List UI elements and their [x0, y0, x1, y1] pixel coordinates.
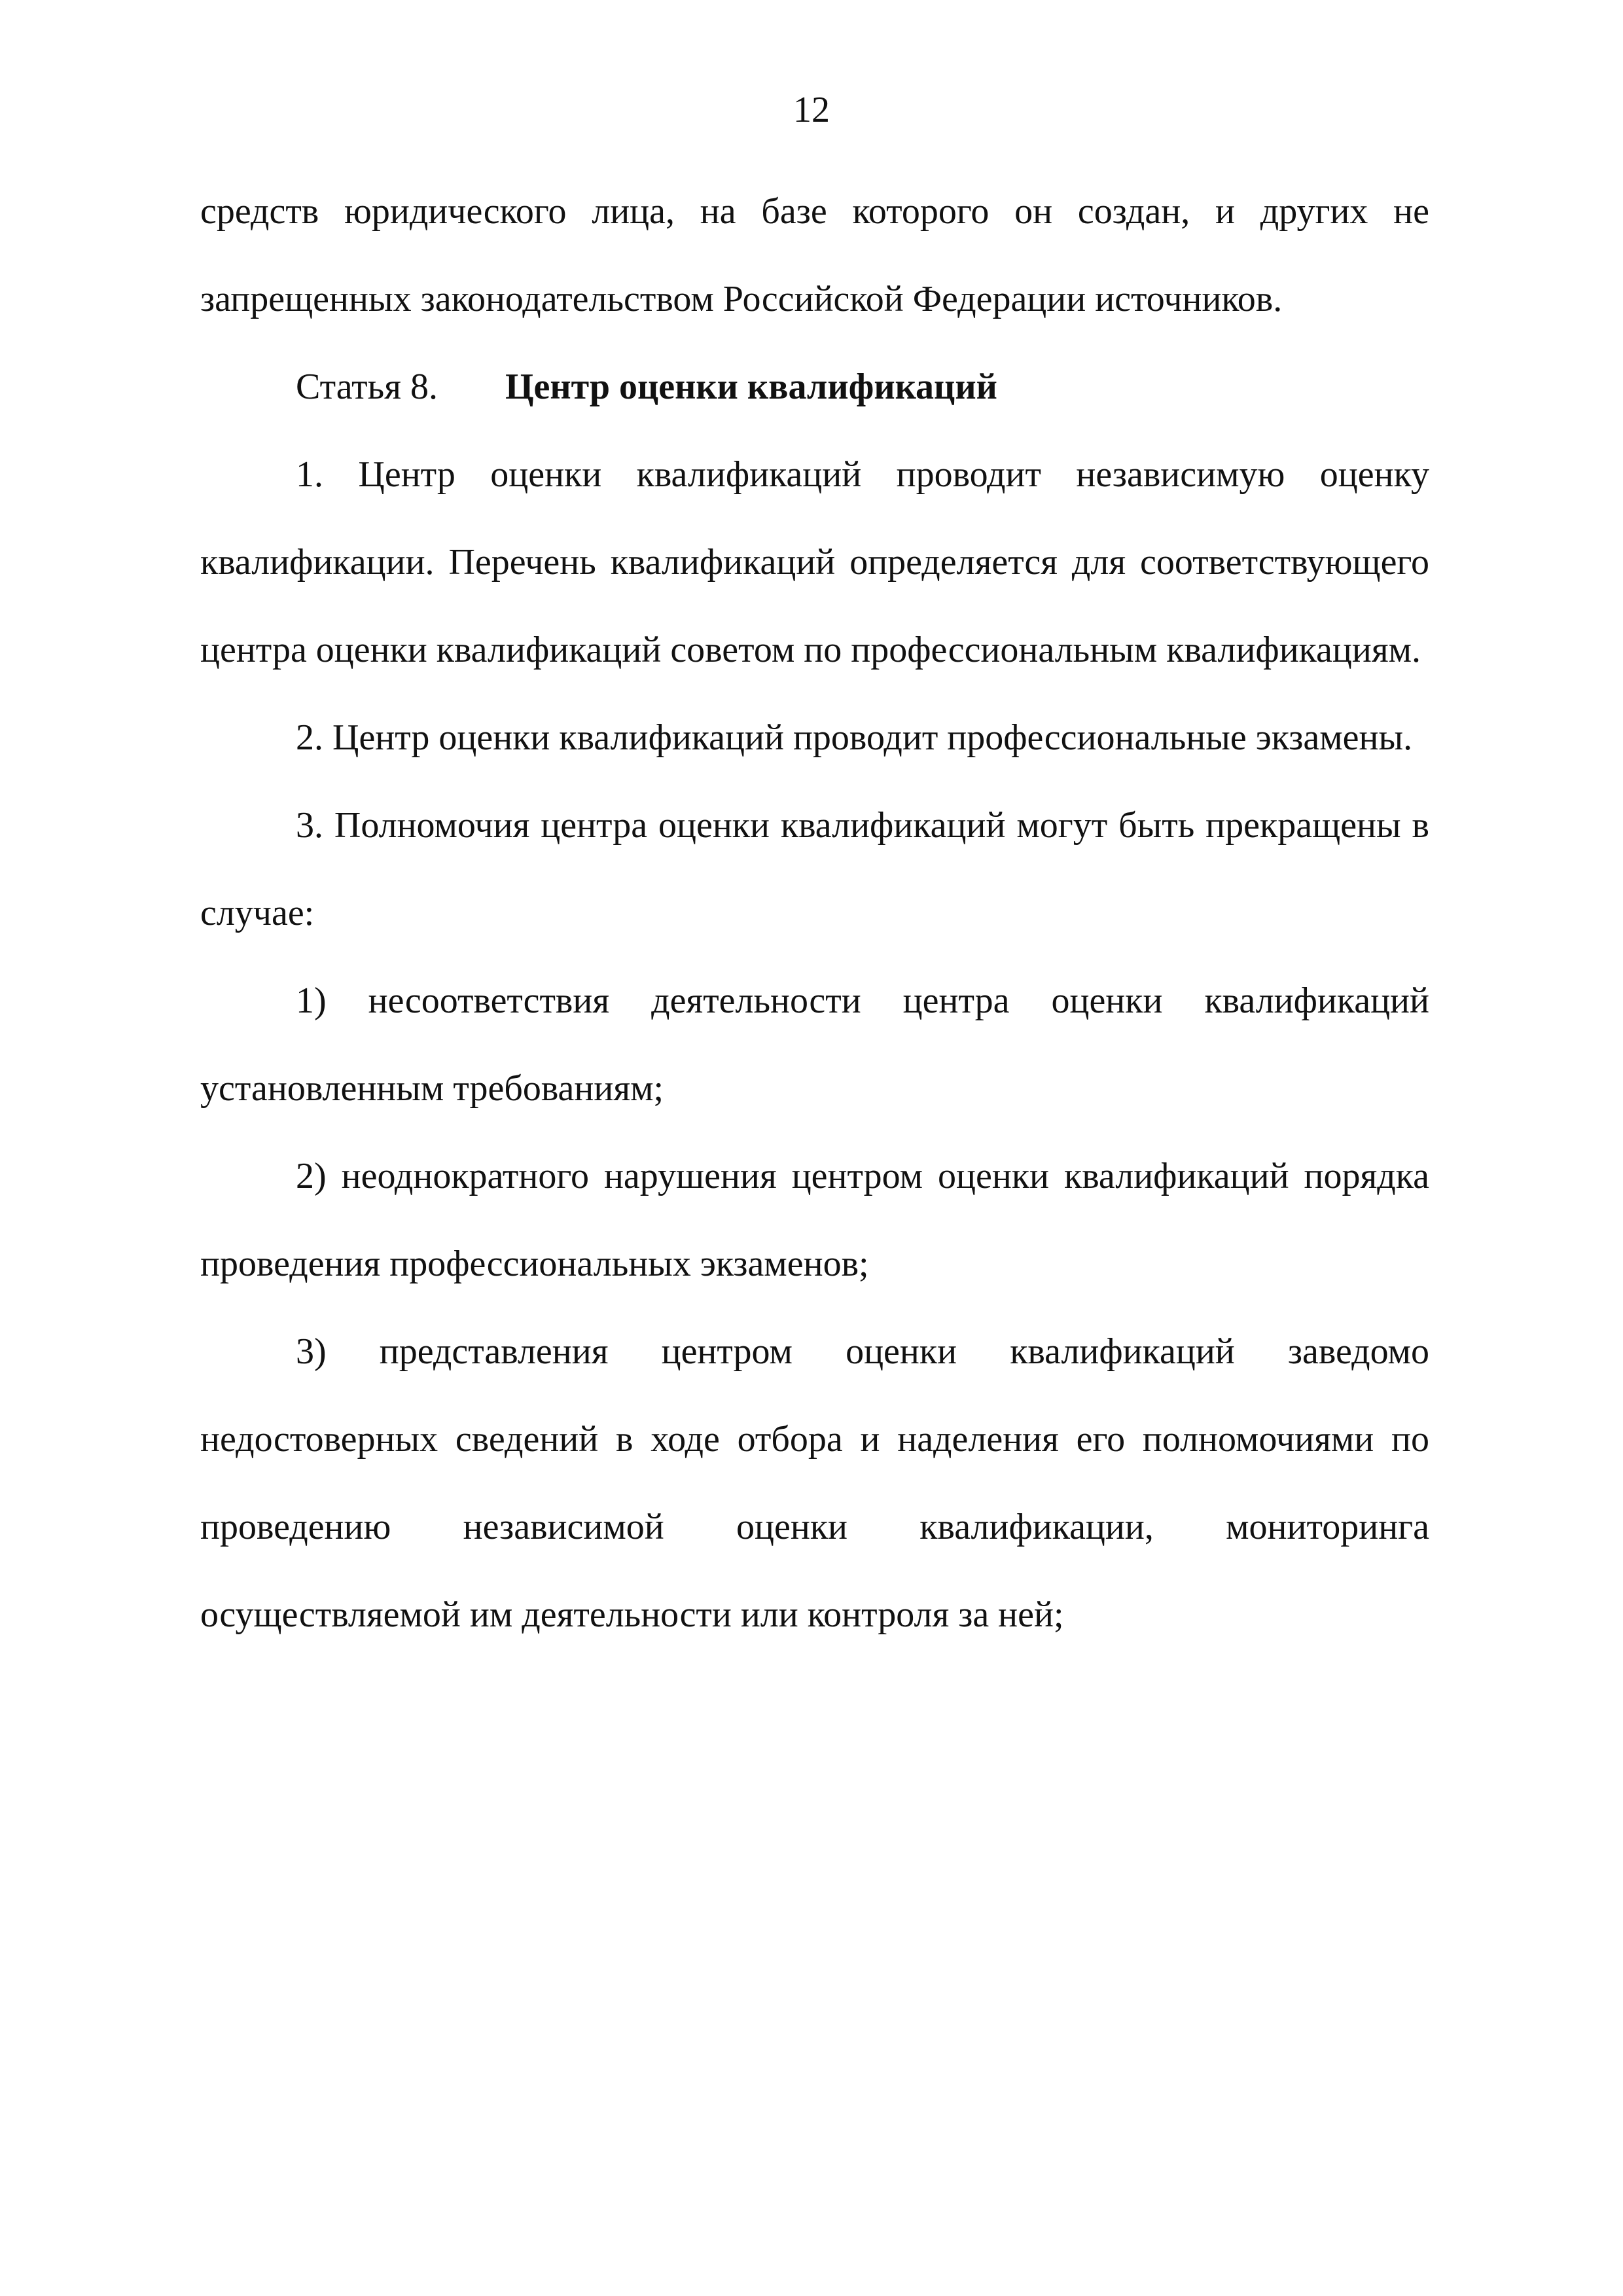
paragraph-1: 1. Центр оценки квалификаций проводит независимую оценку квалификации. Перечень квалификаций определяется для соответствующего центра оценки квалификаций советом по профессиональным квалификациям.	[200, 454, 1429, 670]
list-item-2: 2) неоднократного нарушения центром оценки квалификаций порядка проведения профессиональных экзаменов;	[200, 1156, 1429, 1284]
document-body	[200, 168, 1429, 1659]
page-number: 12	[793, 90, 830, 130]
continuation-paragraph: средств юридического лица, на базе которого он создан, и других не запрещенных законодательством Российской Федерации источников.	[200, 191, 1429, 319]
list-item-1: 1) несоответствия деятельности центра оценки квалификаций установленным требованиям;	[200, 980, 1429, 1109]
paragraph-3: 3. Полномочия центра оценки квалификаций могут быть прекращены в случае:	[200, 805, 1429, 933]
article-label: Статья 8.	[296, 367, 438, 407]
paragraph-2: 2. Центр оценки квалификаций проводит профессиональные экзамены.	[296, 717, 1413, 758]
article-heading	[200, 343, 1429, 431]
article-title: Центр оценки квалификаций	[505, 367, 997, 407]
list-item-3: 3) представления центром оценки квалификаций заведомо недостоверных сведений в ходе отбора и наделения его полномочиями по проведению независимой оценки квалификации, мониторинга осуществляемой им деятельности или контроля за ней;	[200, 1331, 1429, 1635]
